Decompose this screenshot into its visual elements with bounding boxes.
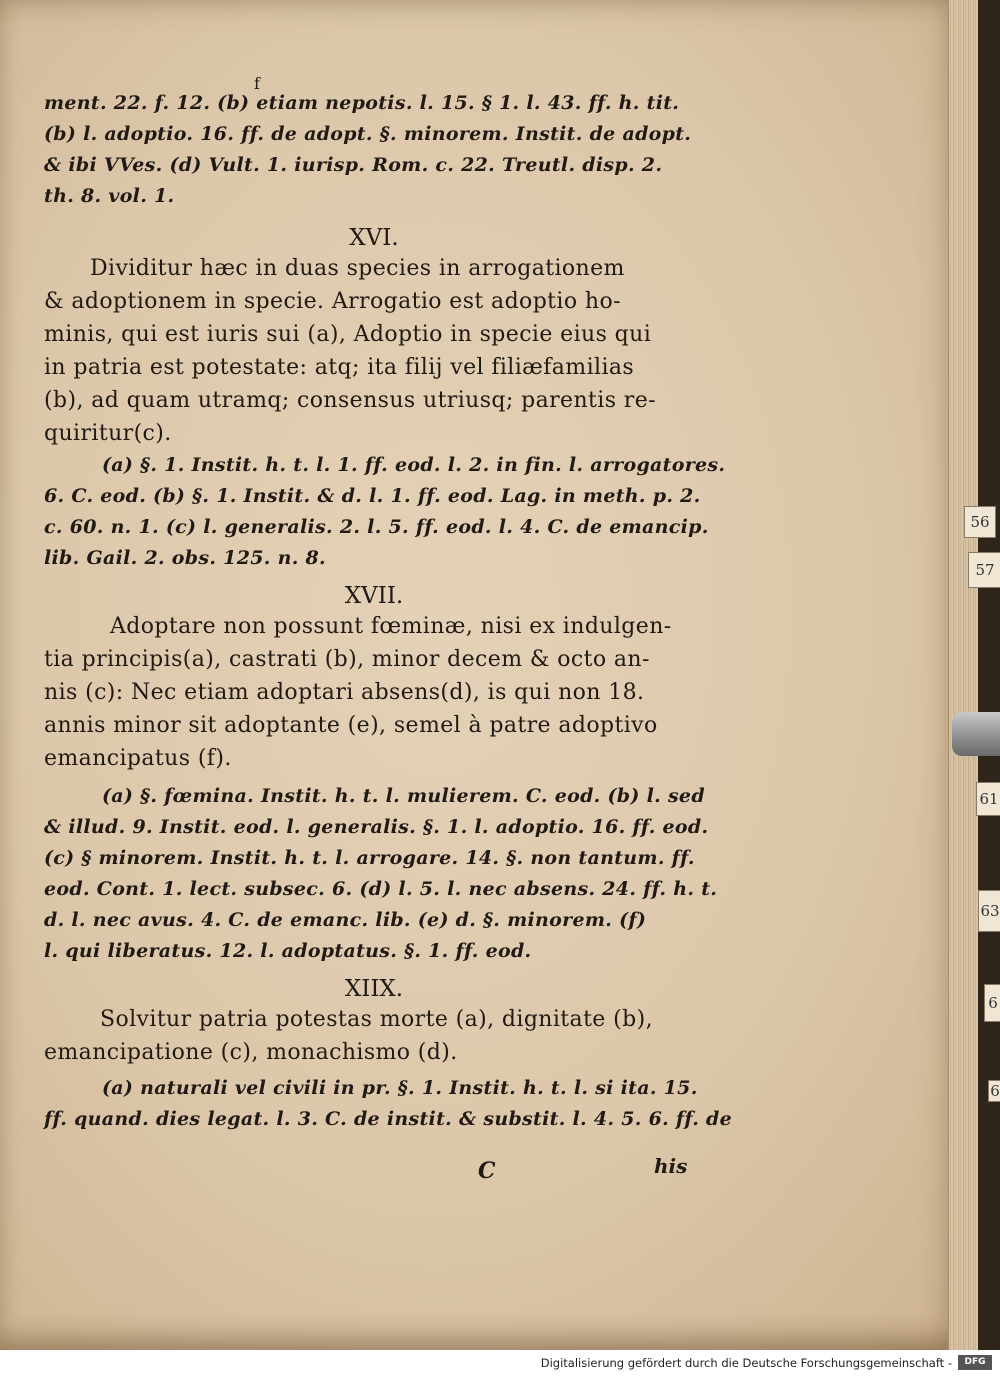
body-line: emancipatus (f). (44, 746, 232, 771)
section-body (44, 256, 704, 454)
section-notes (44, 785, 718, 971)
signature-mark: C (478, 1158, 496, 1184)
note-line: d. l. nec avus. 4. C. de emanc. lib. (e) d. §. minorem. (f) (44, 909, 647, 931)
note-line: c. 60. n. 1. (c) l. generalis. 2. l. 5. ff. eod. l. 4. C. de emancip. (44, 516, 709, 538)
body-line: nis (c): Nec etiam adoptari absens(d), is qui non 18. (44, 680, 645, 705)
body-line: minis, qui est iuris sui (a), Adoptio in specie eius qui (44, 322, 652, 347)
body-line: annis minor sit adoptante (e), semel à patre adoptivo (44, 713, 658, 738)
section-body (44, 1007, 704, 1073)
footnote-line: ment. 22. f. 12. (b) etiam nepotis. l. 15. § 1. l. 43. ff. h. tit. (44, 92, 680, 114)
section-heading: XIIX. (344, 976, 404, 1002)
note-line: eod. Cont. 1. lect. subsec. 6. (d) l. 5. l. nec absens. 24. ff. h. t. (44, 878, 718, 900)
background-edge (978, 0, 1000, 1350)
page-fore-edge (948, 0, 979, 1350)
edge-tab: 61 (976, 782, 1000, 816)
edge-tab: 63 (978, 890, 1000, 932)
body-line: quiritur(c). (44, 421, 172, 446)
dfg-logo: DFG (958, 1355, 992, 1370)
note-line: ff. quand. dies legat. l. 3. C. de instit. & substit. l. 4. 5. 6. ff. de (44, 1108, 733, 1130)
footer-credit: Digitalisierung gefördert durch die Deutsche Forschungsgemeinschaft - (540, 1356, 952, 1370)
note-line: (a) naturali vel civili in pr. §. 1. Instit. h. t. l. si ita. 15. (102, 1077, 698, 1099)
footer-bar (0, 1350, 1000, 1376)
body-line: Adoptare non possunt fœminæ, nisi ex indulgen- (110, 614, 672, 639)
body-line: Dividitur hæc in duas species in arrogationem (90, 256, 625, 281)
section-notes (44, 1077, 733, 1139)
body-line: in patria est potestate: atq; ita filij vel filiæfamilias (44, 355, 635, 380)
note-line: 6. C. eod. (b) §. 1. Instit. & d. l. 1. ff. eod. Lag. in meth. p. 2. (44, 485, 701, 507)
note-line: lib. Gail. 2. obs. 125. n. 8. (44, 547, 326, 569)
section-notes (44, 454, 726, 578)
section-heading: XVII. (344, 583, 404, 609)
header-mark: f (254, 74, 260, 93)
note-line: (a) §. 1. Instit. h. t. l. 1. ff. eod. l. 2. in fin. l. arrogatores. (102, 454, 726, 476)
note-line: & illud. 9. Instit. eod. l. generalis. §. 1. l. adoptio. 16. ff. eod. (44, 816, 709, 838)
body-line: tia principis(a), castrati (b), minor decem & octo an- (44, 647, 650, 672)
edge-tab: 6 (988, 1080, 1000, 1102)
section-heading: XVI. (349, 225, 399, 251)
footnote-line: th. 8. vol. 1. (44, 185, 175, 207)
body-line: emancipatione (c), monachismo (d). (44, 1040, 458, 1065)
body-line: Solvitur patria potestas morte (a), dignitate (b), (100, 1007, 653, 1032)
edge-tab: 57 (968, 552, 1000, 588)
body-line: & adoptionem in specie. Arrogatio est adoptio ho- (44, 289, 621, 314)
paper-clip (952, 712, 1000, 756)
footnote-line: & ibi VVes. (d) Vult. 1. iurisp. Rom. c. 22. Treutl. disp. 2. (44, 154, 663, 176)
edge-tab: 56 (964, 506, 996, 538)
edge-tab: 6 (984, 984, 1000, 1022)
note-line: l. qui liberatus. 12. l. adoptatus. §. 1. ff. eod. (44, 940, 532, 962)
note-line: (a) §. fœmina. Instit. h. t. l. mulierem. C. eod. (b) l. sed (102, 785, 705, 807)
body-line: (b), ad quam utramq; consensus utriusq; parentis re- (44, 388, 656, 413)
footnotes-top (44, 92, 704, 216)
catchword: his (654, 1154, 688, 1178)
footnote-line: (b) l. adoptio. 16. ff. de adopt. §. minorem. Instit. de adopt. (44, 123, 692, 145)
note-line: (c) § minorem. Instit. h. t. l. arrogare. 14. §. non tantum. ff. (44, 847, 695, 869)
page-text (44, 92, 733, 1139)
section-body (44, 614, 704, 779)
